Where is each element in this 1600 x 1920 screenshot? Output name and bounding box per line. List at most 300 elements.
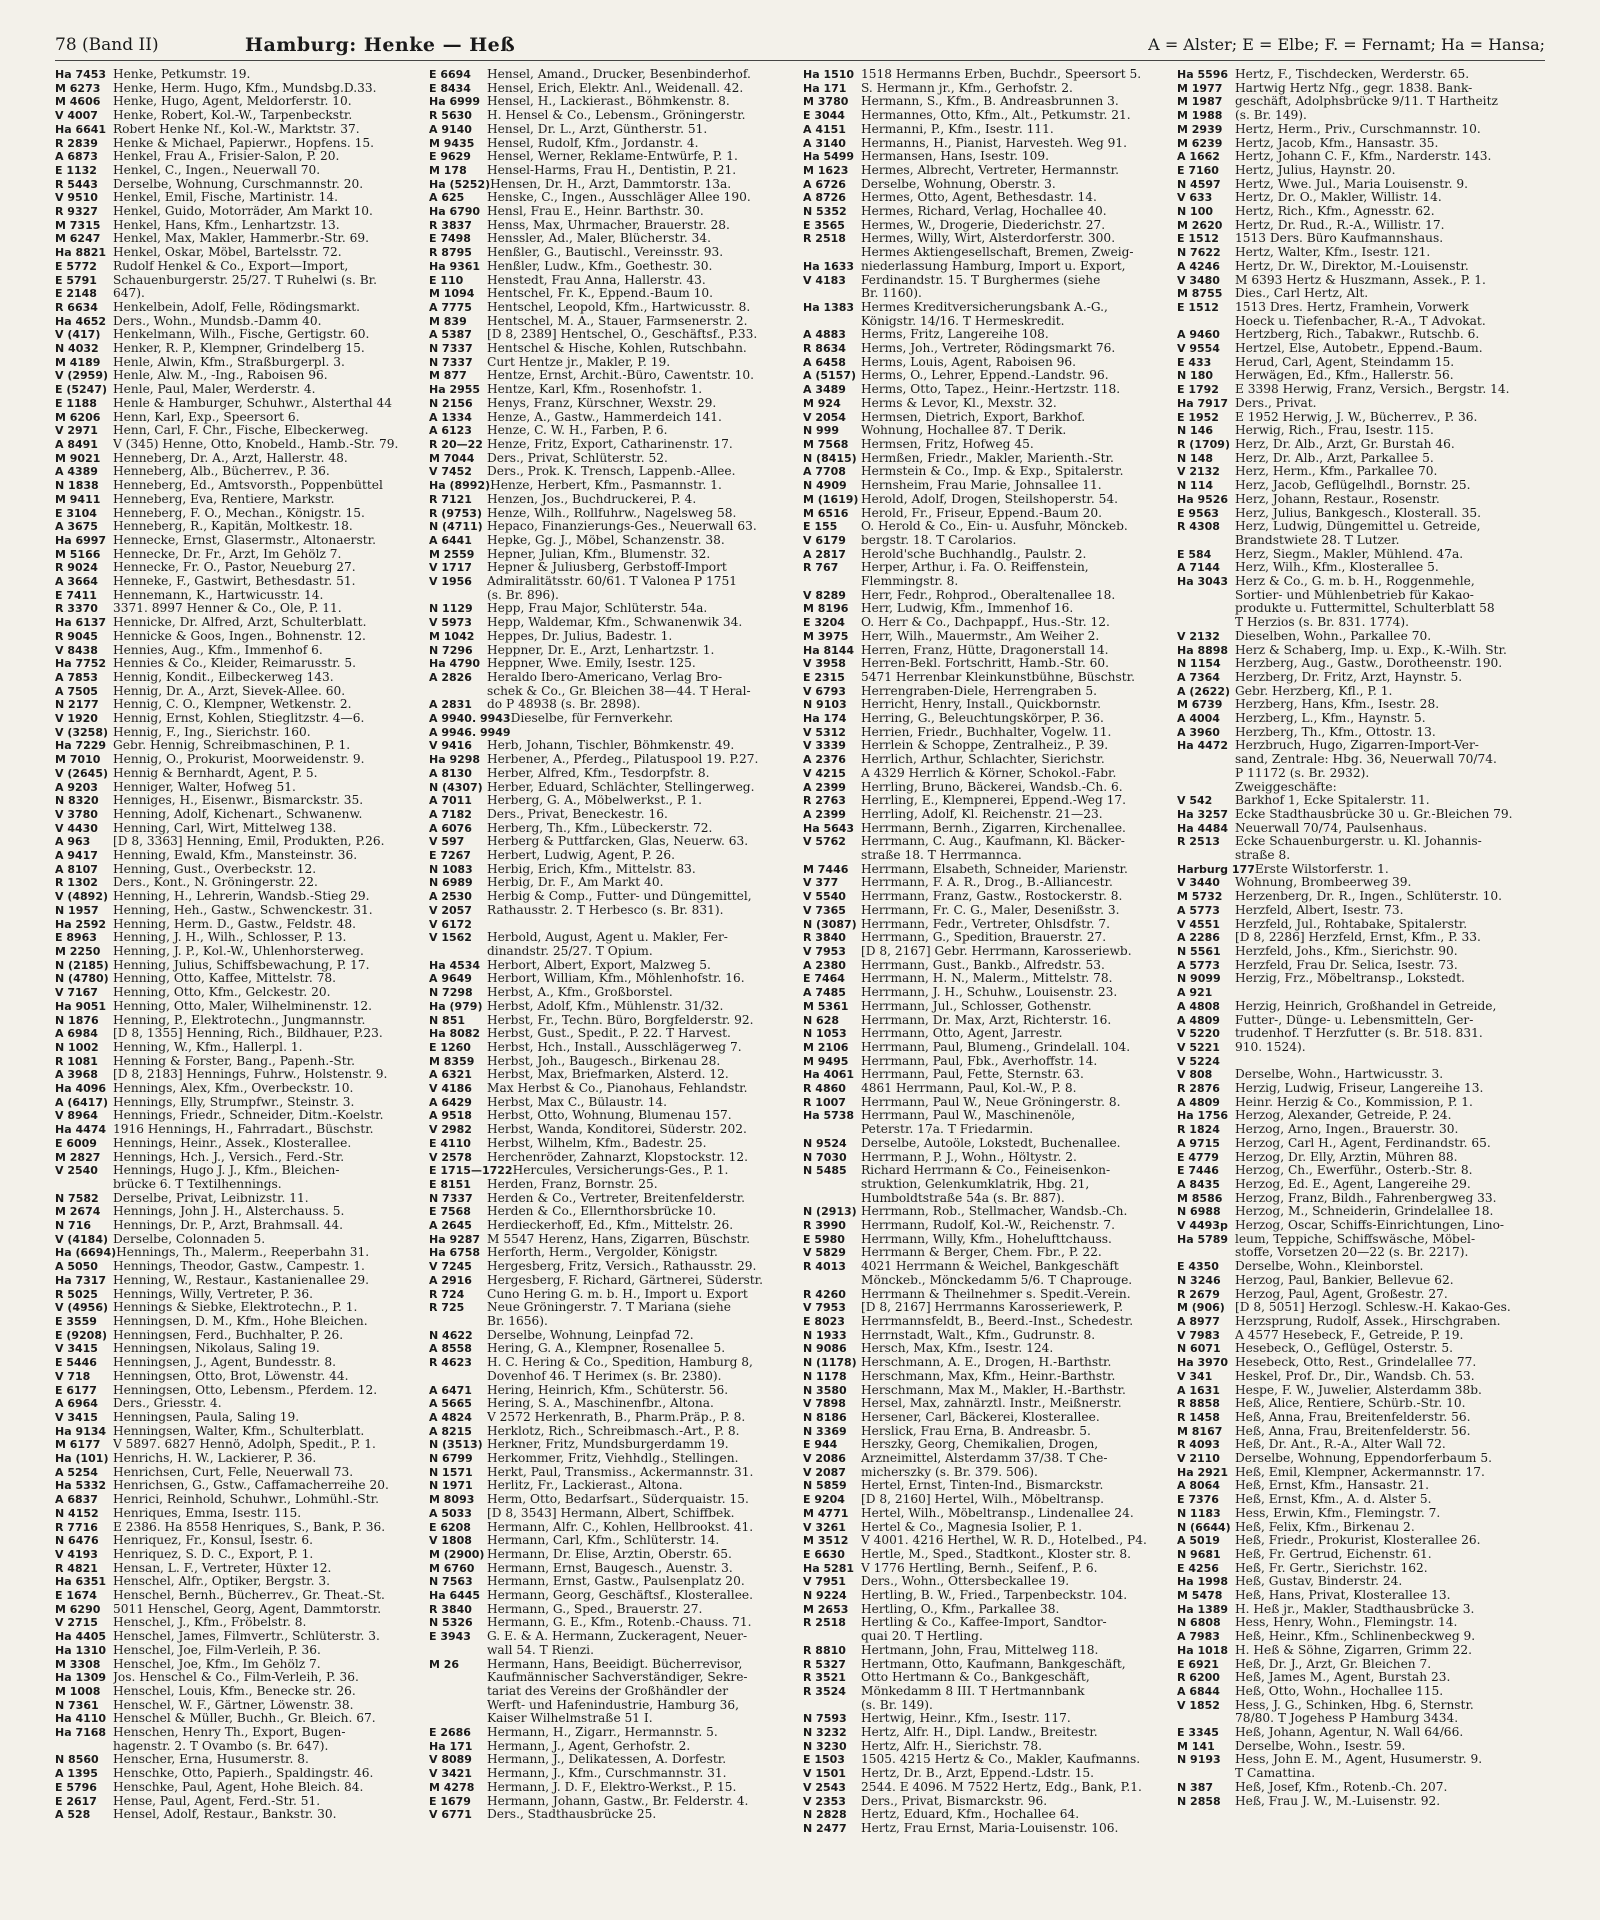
phone-code: V 8438	[55, 643, 98, 657]
entry-text: V 2572 Herkenrath, B., Pharm.Präp., P. 8.	[487, 1410, 746, 1424]
phone-code: R 5327	[803, 1657, 846, 1671]
directory-entry	[55, 959, 423, 973]
phone-code: Ha 6758	[429, 1246, 481, 1260]
entry-text: Ders., Privat, Beneckestr. 16.	[487, 807, 668, 821]
phone-code: Ha 6641	[55, 122, 107, 136]
entry-text: Heß, Otto, Wohn., Hochallee 115.	[1235, 1684, 1444, 1698]
directory-entry	[429, 630, 797, 644]
entry-text: Hesebeck, Otto, Rest., Grindelallee 77.	[1235, 1356, 1477, 1370]
entry-text: [D 8, 3363] Henning, Emil, Produkten, P.26.	[113, 835, 385, 849]
phone-code: Ha 5596	[1177, 68, 1229, 81]
directory-entry	[1177, 1671, 1545, 1685]
directory-entry	[1177, 1219, 1545, 1233]
entry-text: Herold, Adolf, Drogen, Steilshoperstr. 54.	[861, 492, 1118, 506]
directory-entry	[1177, 178, 1545, 192]
directory-entry	[1177, 1014, 1545, 1028]
entry-text: tariat des Vereins der Großhändler der	[487, 1684, 729, 1698]
entry-text: Herrlich, Arthur, Schlachter, Sierichstr.	[861, 753, 1105, 767]
entry-text: Herszky, Georg, Chemikalien, Drogen,	[861, 1438, 1099, 1452]
directory-entry	[55, 1274, 423, 1288]
phone-code: V 3415	[55, 1410, 98, 1424]
phone-code: R 3370	[55, 602, 98, 616]
entry-text: Königstr. 14/16. T Hermeskredit.	[861, 314, 1065, 328]
phone-code: Ha (101)	[55, 1452, 109, 1466]
entry-text: Hermann, Ernst, Gastw., Paulsenplatz 20.	[487, 1575, 745, 1589]
phone-code: M 8093	[429, 1493, 475, 1507]
phone-code: E 1715—1722	[429, 1164, 513, 1178]
entry-text: Heß, Ernst, Kfm., Hansastr. 21.	[1235, 1479, 1430, 1493]
phone-code: E 1188	[55, 396, 97, 410]
entry-text: Herzog, Franz, Bildh., Fahrenbergweg 33.	[1235, 1191, 1497, 1205]
directory-entry	[429, 835, 797, 849]
entry-text: Ferdinandstr. 15. T Burghermes (siehe	[861, 273, 1101, 287]
phone-code: N 7361	[55, 1698, 99, 1712]
entry-text: Ders., Kont., N. Gröningerstr. 22.	[113, 876, 318, 890]
phone-code: N (3513)	[429, 1438, 483, 1452]
entry-text: Henssler, Ad., Maler, Blücherstr. 34.	[487, 232, 712, 246]
entry-text: Henschke, Paul, Agent, Hohe Bleich. 84.	[113, 1780, 364, 1794]
directory-entry	[1177, 972, 1545, 986]
phone-code: A 5387	[429, 328, 472, 342]
directory-entry	[1177, 1397, 1545, 1411]
directory-entry	[1177, 465, 1545, 479]
phone-code: N 4032	[55, 342, 99, 356]
phone-code: M (1619)	[803, 492, 859, 506]
directory-entry	[55, 1246, 423, 1260]
phone-code: N 1876	[55, 1013, 99, 1027]
phone-code: R 4260	[803, 1287, 846, 1301]
entry-text: Hertel & Co., Magnesia Isolier, P. 1.	[861, 1520, 1082, 1534]
entry-text: Herrmann, Dr. Max, Arzt, Richterstr. 16.	[861, 1013, 1112, 1027]
phone-code: A 3675	[55, 520, 98, 534]
directory-entry	[55, 1397, 423, 1411]
entry-text: Herrmannsfeldt, B., Beerd.-Inst., Schedestr.	[861, 1314, 1134, 1328]
directory-entry	[803, 1055, 1171, 1069]
directory-entry	[803, 109, 1171, 123]
phone-code: Ha 4061	[803, 1068, 855, 1082]
entry-text: Hennings, Dr. P., Arzt, Brahmsall. 44.	[113, 1219, 344, 1233]
entry-text: Henningsen, J., Agent, Bundesstr. 8.	[113, 1356, 336, 1370]
phone-code: N 146	[1177, 424, 1213, 438]
directory-entry	[1177, 164, 1545, 178]
phone-code: E 1512	[1177, 232, 1219, 246]
entry-text: Hentze, Ernst, Archit.-Büro, Cawentstr. 10.	[487, 369, 754, 383]
entry-text: Henschke, Otto, Papierh., Spaldingstr. 46.	[113, 1767, 374, 1781]
entry-text: quai 20. T Hertling.	[861, 1630, 983, 1644]
entry-text: Herr, Fedr., Rohprod., Oberaltenallee 18.	[861, 588, 1116, 602]
directory-entry	[803, 342, 1171, 356]
entry-text: Hermanni, P., Kfm., Isestr. 111.	[861, 122, 1054, 136]
directory-entry	[803, 1603, 1171, 1617]
entry-text: Henning, J. P., Kol.-W., Uhlenhorsterweg.	[113, 945, 364, 958]
phone-code: A 9140	[429, 122, 472, 136]
entry-text: Hertwig, Heinr., Kfm., Isestr. 117.	[861, 1712, 1071, 1726]
entry-text: V 1776 Hertling, Bernh., Seifenf., P. 6.	[861, 1561, 1098, 1575]
entry-text: Henning, Gust., Overbeckstr. 12.	[113, 862, 317, 876]
directory-entry	[803, 822, 1171, 836]
entry-text: (s. Br. 896).	[487, 588, 559, 602]
directory-entry	[55, 1548, 423, 1562]
phone-code: A 8435	[1177, 1177, 1220, 1191]
directory-entry	[55, 315, 423, 329]
entry-text: Schauenburgerstr. 25/27. T Ruhelwi (s. Br.	[113, 273, 378, 287]
entry-text: Henrici, Reinhold, Schuhwr., Lohmühl.-Str.	[113, 1493, 379, 1507]
phone-code: M 1977	[1177, 81, 1223, 95]
entry-text: Herbig, Dr. F., Am Markt 40.	[487, 876, 664, 890]
directory-entry	[55, 1726, 423, 1740]
column-2	[429, 68, 797, 1913]
directory-entry	[1177, 1082, 1545, 1096]
directory-entry	[55, 534, 423, 548]
phone-code: N 5352	[803, 205, 847, 219]
directory-entry	[803, 1466, 1171, 1480]
directory-entry	[803, 1438, 1171, 1452]
phone-code: A 4824	[429, 1410, 472, 1424]
directory-entry	[55, 260, 423, 274]
entry-text: Herkt, Paul, Transmiss., Ackermannstr. 31.	[487, 1465, 754, 1479]
directory-entry	[803, 918, 1171, 932]
directory-entry	[55, 1740, 423, 1754]
entry-text: Henschel, James, Filmvertr., Schlüterstr. 3.	[113, 1630, 380, 1644]
phone-code: M 1988	[1177, 109, 1223, 123]
phone-code: M 2939	[1177, 122, 1223, 136]
entry-text: Herold'sche Buchhandlg., Paulstr. 2.	[861, 547, 1087, 561]
directory-entry	[55, 698, 423, 712]
phone-code: V 4193	[55, 1547, 98, 1561]
phone-code: Ha 1309	[55, 1671, 107, 1685]
entry-text: Herrmann, Paul, Fbk., Averhoffstr. 14.	[861, 1054, 1098, 1068]
directory-entry	[803, 397, 1171, 411]
phone-code: A 2380	[803, 958, 846, 972]
entry-text: Werft- und Hafenindustrie, Hamburg 36,	[487, 1698, 740, 1712]
phone-code: N 1571	[429, 1465, 473, 1479]
directory-entry	[1177, 630, 1545, 644]
entry-text: Br. 1160).	[861, 287, 922, 301]
entry-text: Hersch, Max, Kfm., Isestr. 124.	[861, 1342, 1054, 1356]
entry-text: Hermann, Alfr. C., Kohlen, Hellbrookst. 41.	[487, 1520, 754, 1534]
entry-text: Hennecke, Dr. Fr., Arzt, Im Gehölz 7.	[113, 547, 342, 561]
entry-text: Heß, Frau J. W., M.-Luisenstr. 92.	[1235, 1794, 1441, 1808]
directory-entry	[1177, 1548, 1545, 1562]
phone-code: Ha 2921	[1177, 1465, 1229, 1479]
directory-entry	[55, 1795, 423, 1809]
directory-entry	[1177, 452, 1545, 466]
entry-text: Herzog, Alexander, Getreide, P. 24.	[1235, 1109, 1452, 1123]
entry-text: Rudolf Henkel & Co., Export—Import,	[113, 259, 349, 273]
directory-entry	[55, 1356, 423, 1370]
entry-text: Hennig & Bernhardt, Agent, P. 5.	[113, 766, 318, 780]
directory-entry	[1177, 548, 1545, 562]
entry-text: [D 8, 1355] Henning, Rich., Bildhauer, P.23.	[113, 1027, 383, 1041]
directory-entry	[55, 575, 423, 589]
directory-entry	[55, 1260, 423, 1274]
phone-code: V 3480	[1177, 273, 1220, 287]
column-3	[803, 68, 1171, 1913]
entry-text: Wohnung, Hochallee 87. T Derik.	[861, 424, 1067, 438]
entry-text: Herzsprung, Rudolf, Assek., Hirschgraben.	[1235, 1314, 1501, 1328]
phone-code: N 1002	[55, 1040, 99, 1054]
page-header	[55, 34, 1545, 61]
directory-entry	[803, 739, 1171, 753]
directory-entry	[429, 82, 797, 96]
phone-code: R 8858	[1177, 1397, 1220, 1411]
directory-entry	[1177, 808, 1545, 822]
directory-entry	[803, 1808, 1171, 1822]
entry-text: Herrnstadt, Walt., Kfm., Gudrunstr. 8.	[861, 1328, 1096, 1342]
directory-entry	[55, 1109, 423, 1123]
entry-text: Henneberg, F. O., Mechan., Königstr. 15.	[113, 506, 365, 520]
entry-text: Heß, Gustav, Binderstr. 24.	[1235, 1575, 1403, 1589]
directory-entry	[429, 1712, 797, 1726]
phone-code: V 4551	[1177, 917, 1220, 931]
directory-entry	[803, 1301, 1171, 1315]
directory-entry	[429, 342, 797, 356]
directory-entry	[1177, 1233, 1545, 1247]
entry-text: Hertz, Julius, Haynstr. 20.	[1235, 163, 1396, 177]
entry-text: Derselbe, Privat, Leibnizstr. 11.	[113, 1191, 309, 1205]
entry-text: Herzog, M., Schneiderin, Grindelallee 18.	[1235, 1205, 1494, 1219]
phone-code: A 5033	[429, 1506, 472, 1520]
entry-text: Ders., Prok. K. Trensch, Lappenb.-Allee.	[487, 465, 736, 479]
entry-text: Hersel, Max, zahnärztl. Instr., Meißnerstr.	[861, 1397, 1122, 1411]
entry-text: Henze, C. W. H., Farben, P. 6.	[487, 424, 668, 438]
directory-entry	[429, 1411, 797, 1425]
phone-code: N 628	[803, 1013, 839, 1027]
directory-entry	[803, 698, 1171, 712]
directory-entry	[55, 1616, 423, 1630]
entry-text: Henrichsen, Curt, Felle, Neuerwall 73.	[113, 1465, 354, 1479]
directory-entry	[1177, 1041, 1545, 1055]
directory-entry	[429, 1493, 797, 1507]
entry-text: Derselbe, Wohnung, Eppendorferbaum 5.	[1235, 1452, 1492, 1466]
directory-entry	[429, 575, 797, 589]
phone-code: N 2177	[55, 698, 99, 712]
directory-entry	[429, 1274, 797, 1288]
entry-text: Gebr. Hennig, Schreibmaschinen, P. 1.	[113, 739, 351, 753]
entry-text: Herm, Otto, Bedarfsart., Süderquaistr. 15.	[487, 1493, 749, 1507]
phone-code: N (4711)	[429, 520, 483, 534]
entry-text: Hennings, Th., Malerm., Reeperbahn 31.	[116, 1246, 370, 1260]
directory-entry	[803, 534, 1171, 548]
phone-code: A 6429	[429, 1095, 472, 1109]
entry-text: 5011 Henschel, Georg, Agent, Dammtorstr.	[113, 1602, 382, 1616]
entry-text: Hermann, J., Kfm., Curschmannstr. 31.	[487, 1767, 727, 1781]
phone-code: V 2054	[803, 410, 846, 424]
directory-entry	[55, 1781, 423, 1795]
phone-code: Ha (8992)	[429, 479, 491, 493]
directory-entry	[1177, 342, 1545, 356]
entry-text: struktion, Gelenkumklatrik, Hbg. 21,	[861, 1177, 1090, 1191]
entry-text: Derselbe, Autoöle, Lokstedt, Buchenallee.	[861, 1136, 1121, 1150]
entry-text: Hermansen, Hans, Isestr. 109.	[861, 150, 1049, 164]
entry-text: Heß, Dr. Ant., R.-A., Alter Wall 72.	[1235, 1438, 1446, 1452]
directory-entry	[429, 931, 797, 945]
directory-entry	[429, 1671, 797, 1685]
directory-entry	[1177, 794, 1545, 808]
phone-code: N 5859	[803, 1479, 847, 1493]
phone-code: R 7716	[55, 1520, 98, 1534]
directory-entry	[55, 1425, 423, 1439]
phone-code: E (5247)	[55, 383, 108, 397]
entry-text: M 6393 Hertz & Huszmann, Assek., P. 1.	[1235, 273, 1486, 287]
entry-text: Herbst, Max, Briefmarken, Alsterd. 12.	[487, 1068, 729, 1082]
entry-text: Hertmann, John, Frau, Mittelweg 118.	[861, 1643, 1099, 1657]
entry-text: Hepner & Juliusberg, Gerbstoff-Import	[487, 561, 727, 575]
entry-text: Herzog, Dr. Elly, Ärztin, Mühren 88.	[1235, 1150, 1458, 1164]
directory-entry	[429, 589, 797, 603]
directory-entry	[429, 1301, 797, 1315]
directory-entry	[429, 1014, 797, 1028]
directory-entry	[55, 767, 423, 781]
phone-code: Ha 4405	[55, 1630, 107, 1644]
directory-entry	[429, 1260, 797, 1274]
entry-text: Hertel, Ernst, Tinten-Ind., Bismarckstr.	[861, 1479, 1104, 1493]
phone-code: M 5166	[55, 547, 101, 561]
entry-text: Herdieckerhoff, Ed., Kfm., Mittelstr. 26.	[487, 1219, 734, 1233]
entry-text: Dies., Carl Hertz, Alt.	[1235, 287, 1369, 301]
directory-entry	[803, 1767, 1171, 1781]
phone-code: Ha 6999	[429, 95, 481, 109]
directory-entry	[55, 1479, 423, 1493]
entry-text: Henrichs, H. W., Lackierer, P. 36.	[113, 1452, 317, 1466]
entry-text: Hespe, F. W., Juwelier, Alsterdamm 38b.	[1235, 1383, 1482, 1397]
entry-text: Henle & Hamburger, Schuhwr., Alsterthal 44	[113, 396, 393, 410]
entry-text: Henning, Otto, Kaffee, Mittelstr. 78.	[113, 972, 336, 986]
phone-code: V 7953	[803, 945, 846, 958]
entry-text: Ders., Griesstr. 4.	[113, 1397, 222, 1411]
directory-entry	[803, 1178, 1171, 1192]
directory-entry	[1177, 274, 1545, 288]
phone-code: N 7582	[55, 1191, 99, 1205]
phone-code: E 9629	[429, 150, 471, 164]
directory-entry	[55, 822, 423, 836]
directory-entry	[55, 726, 423, 740]
entry-text: 1518 Hermanns Erben, Buchdr., Speersort 5.	[861, 68, 1142, 81]
entry-text: [D 8, 2167] Herrmanns Karosseriewerk, P.	[861, 1301, 1124, 1315]
entry-text: Hermann, H., Zigarr., Hermannstr. 5.	[487, 1726, 718, 1740]
phone-code: R 4860	[803, 1082, 846, 1096]
phone-code: M 6247	[55, 232, 101, 246]
entry-text: Ders., Privat.	[1235, 396, 1317, 410]
directory-entry	[1177, 1603, 1545, 1617]
phone-code: Ha 4096	[55, 1082, 107, 1096]
directory-entry	[803, 507, 1171, 521]
entry-text: 5471 Herrenbar Kleinkunstbühne, Büschstr.	[861, 670, 1135, 684]
directory-entry	[1177, 232, 1545, 246]
entry-text: Herrlein & Schoppe, Zentralheiz., P. 39.	[861, 739, 1109, 753]
directory-entry	[429, 712, 797, 726]
entry-text: Henning, Adolf, Kichenart., Schwanenw.	[113, 807, 363, 821]
entry-text: Herbst, Joh., Baugesch., Birkenau 28.	[487, 1054, 721, 1068]
directory-entry	[55, 1493, 423, 1507]
directory-entry	[429, 534, 797, 548]
phone-code: N 4909	[803, 479, 847, 493]
directory-entry	[55, 1562, 423, 1576]
phone-code: R 9327	[55, 205, 98, 219]
phone-code: E 5796	[55, 1780, 97, 1794]
entry-text: Dieselbe, für Fernverkehr.	[510, 712, 674, 726]
directory-entry	[55, 1507, 423, 1521]
directory-entry	[55, 1123, 423, 1137]
phone-code: Ha 9051	[55, 999, 107, 1013]
directory-entry	[803, 931, 1171, 945]
entry-text: Hennig, C. O., Klempner, Wetkenstr. 2.	[113, 698, 352, 712]
entry-text: Hepke, Gg. J., Möbel, Schanzenstr. 38.	[487, 533, 725, 547]
entry-text: Heß, Alice, Rentiere, Schürb.-Str. 10.	[1235, 1397, 1466, 1411]
directory-entry	[1177, 1370, 1545, 1384]
phone-code: E 6630	[803, 1547, 845, 1561]
entry-text: Henneberg, Ed., Amtsvorsth., Poppenbüttel	[113, 479, 383, 493]
directory-entry	[1177, 1096, 1545, 1110]
phone-code: M 3512	[803, 1534, 849, 1548]
phone-code: V (3258)	[55, 725, 109, 739]
directory-entry	[55, 1644, 423, 1658]
entry-text: Hennings, Theodor, Gastw., Campestr. 1.	[113, 1260, 365, 1274]
directory-entry	[55, 589, 423, 603]
phone-code: Ha 9298	[429, 753, 481, 767]
directory-entry	[55, 232, 423, 246]
phone-code: A 6471	[429, 1383, 472, 1397]
directory-entry	[429, 959, 797, 973]
entry-text: Henscher, Erna, Husumerstr. 8.	[113, 1753, 309, 1767]
phone-code: V 2715	[55, 1616, 98, 1630]
entry-text: A 4577 Hesebeck, F., Getreide, P. 19.	[1235, 1328, 1464, 1342]
entry-text: 1505. 4215 Hertz & Co., Makler, Kaufmanns.	[861, 1753, 1141, 1767]
entry-text: Hermann, Carl, Kfm., Schlüterstr. 14.	[487, 1534, 720, 1548]
phone-code: Ha 7752	[55, 657, 107, 671]
entry-text: Flemmingstr. 8.	[861, 575, 959, 589]
directory-entry	[803, 1151, 1171, 1165]
directory-entry	[429, 1315, 797, 1329]
entry-text: Herzog, Carl H., Agent, Ferdinandstr. 65.	[1235, 1136, 1491, 1150]
directory-entry	[55, 1808, 423, 1822]
entry-text: Hergesberg, Fritz, Versich., Rathausstr. 29.	[487, 1260, 757, 1274]
directory-entry	[803, 1479, 1171, 1493]
entry-text: Ders., Stadthausbrücke 25.	[487, 1808, 657, 1822]
directory-entry	[429, 1795, 797, 1809]
directory-entry	[1177, 369, 1545, 383]
directory-entry	[803, 191, 1171, 205]
phone-code: A 9203	[55, 780, 98, 794]
directory-entry	[1177, 849, 1545, 863]
directory-entry	[1177, 1109, 1545, 1123]
phone-code: N 7296	[429, 643, 473, 657]
phone-code: N 5561	[1177, 945, 1221, 958]
phone-code: N 7298	[429, 986, 473, 1000]
directory-entry	[1177, 1342, 1545, 1356]
entry-text: Hertz, Rich., Kfm., Agnesstr. 62.	[1235, 205, 1435, 219]
phone-code: V 542	[1177, 794, 1213, 808]
phone-code: N 7622	[1177, 246, 1221, 260]
entry-text: Heß, Heinr., Kfm., Schlinenbeckweg 9.	[1235, 1630, 1476, 1644]
phone-code: A 8130	[429, 766, 472, 780]
phone-code: E 110	[429, 273, 464, 287]
directory-entry	[429, 1219, 797, 1233]
entry-text: Herbst, Max C., Bülaustr. 14.	[487, 1095, 667, 1109]
directory-entry	[1177, 1658, 1545, 1672]
phone-code: R 4093	[1177, 1438, 1220, 1452]
phone-code: V 2540	[55, 1164, 98, 1178]
directory-entry	[803, 1507, 1171, 1521]
phone-code: Ha 2592	[55, 917, 107, 931]
directory-entry	[803, 274, 1171, 288]
phone-code: Ha 7917	[1177, 396, 1229, 410]
entry-text: Heß, Anna, Frau, Breitenfelderstr. 56.	[1235, 1424, 1471, 1438]
phone-code: A 6984	[55, 1027, 98, 1041]
entry-text: O. Herold & Co., Ein- u. Ausfuhr, Mönckeb.	[861, 520, 1128, 534]
entry-text: Herz, Julius, Bankgesch., Klosterall. 35.	[1235, 506, 1481, 520]
entry-text: Herrmann, Bernh., Zigarren, Kirchenallee.	[861, 821, 1126, 835]
